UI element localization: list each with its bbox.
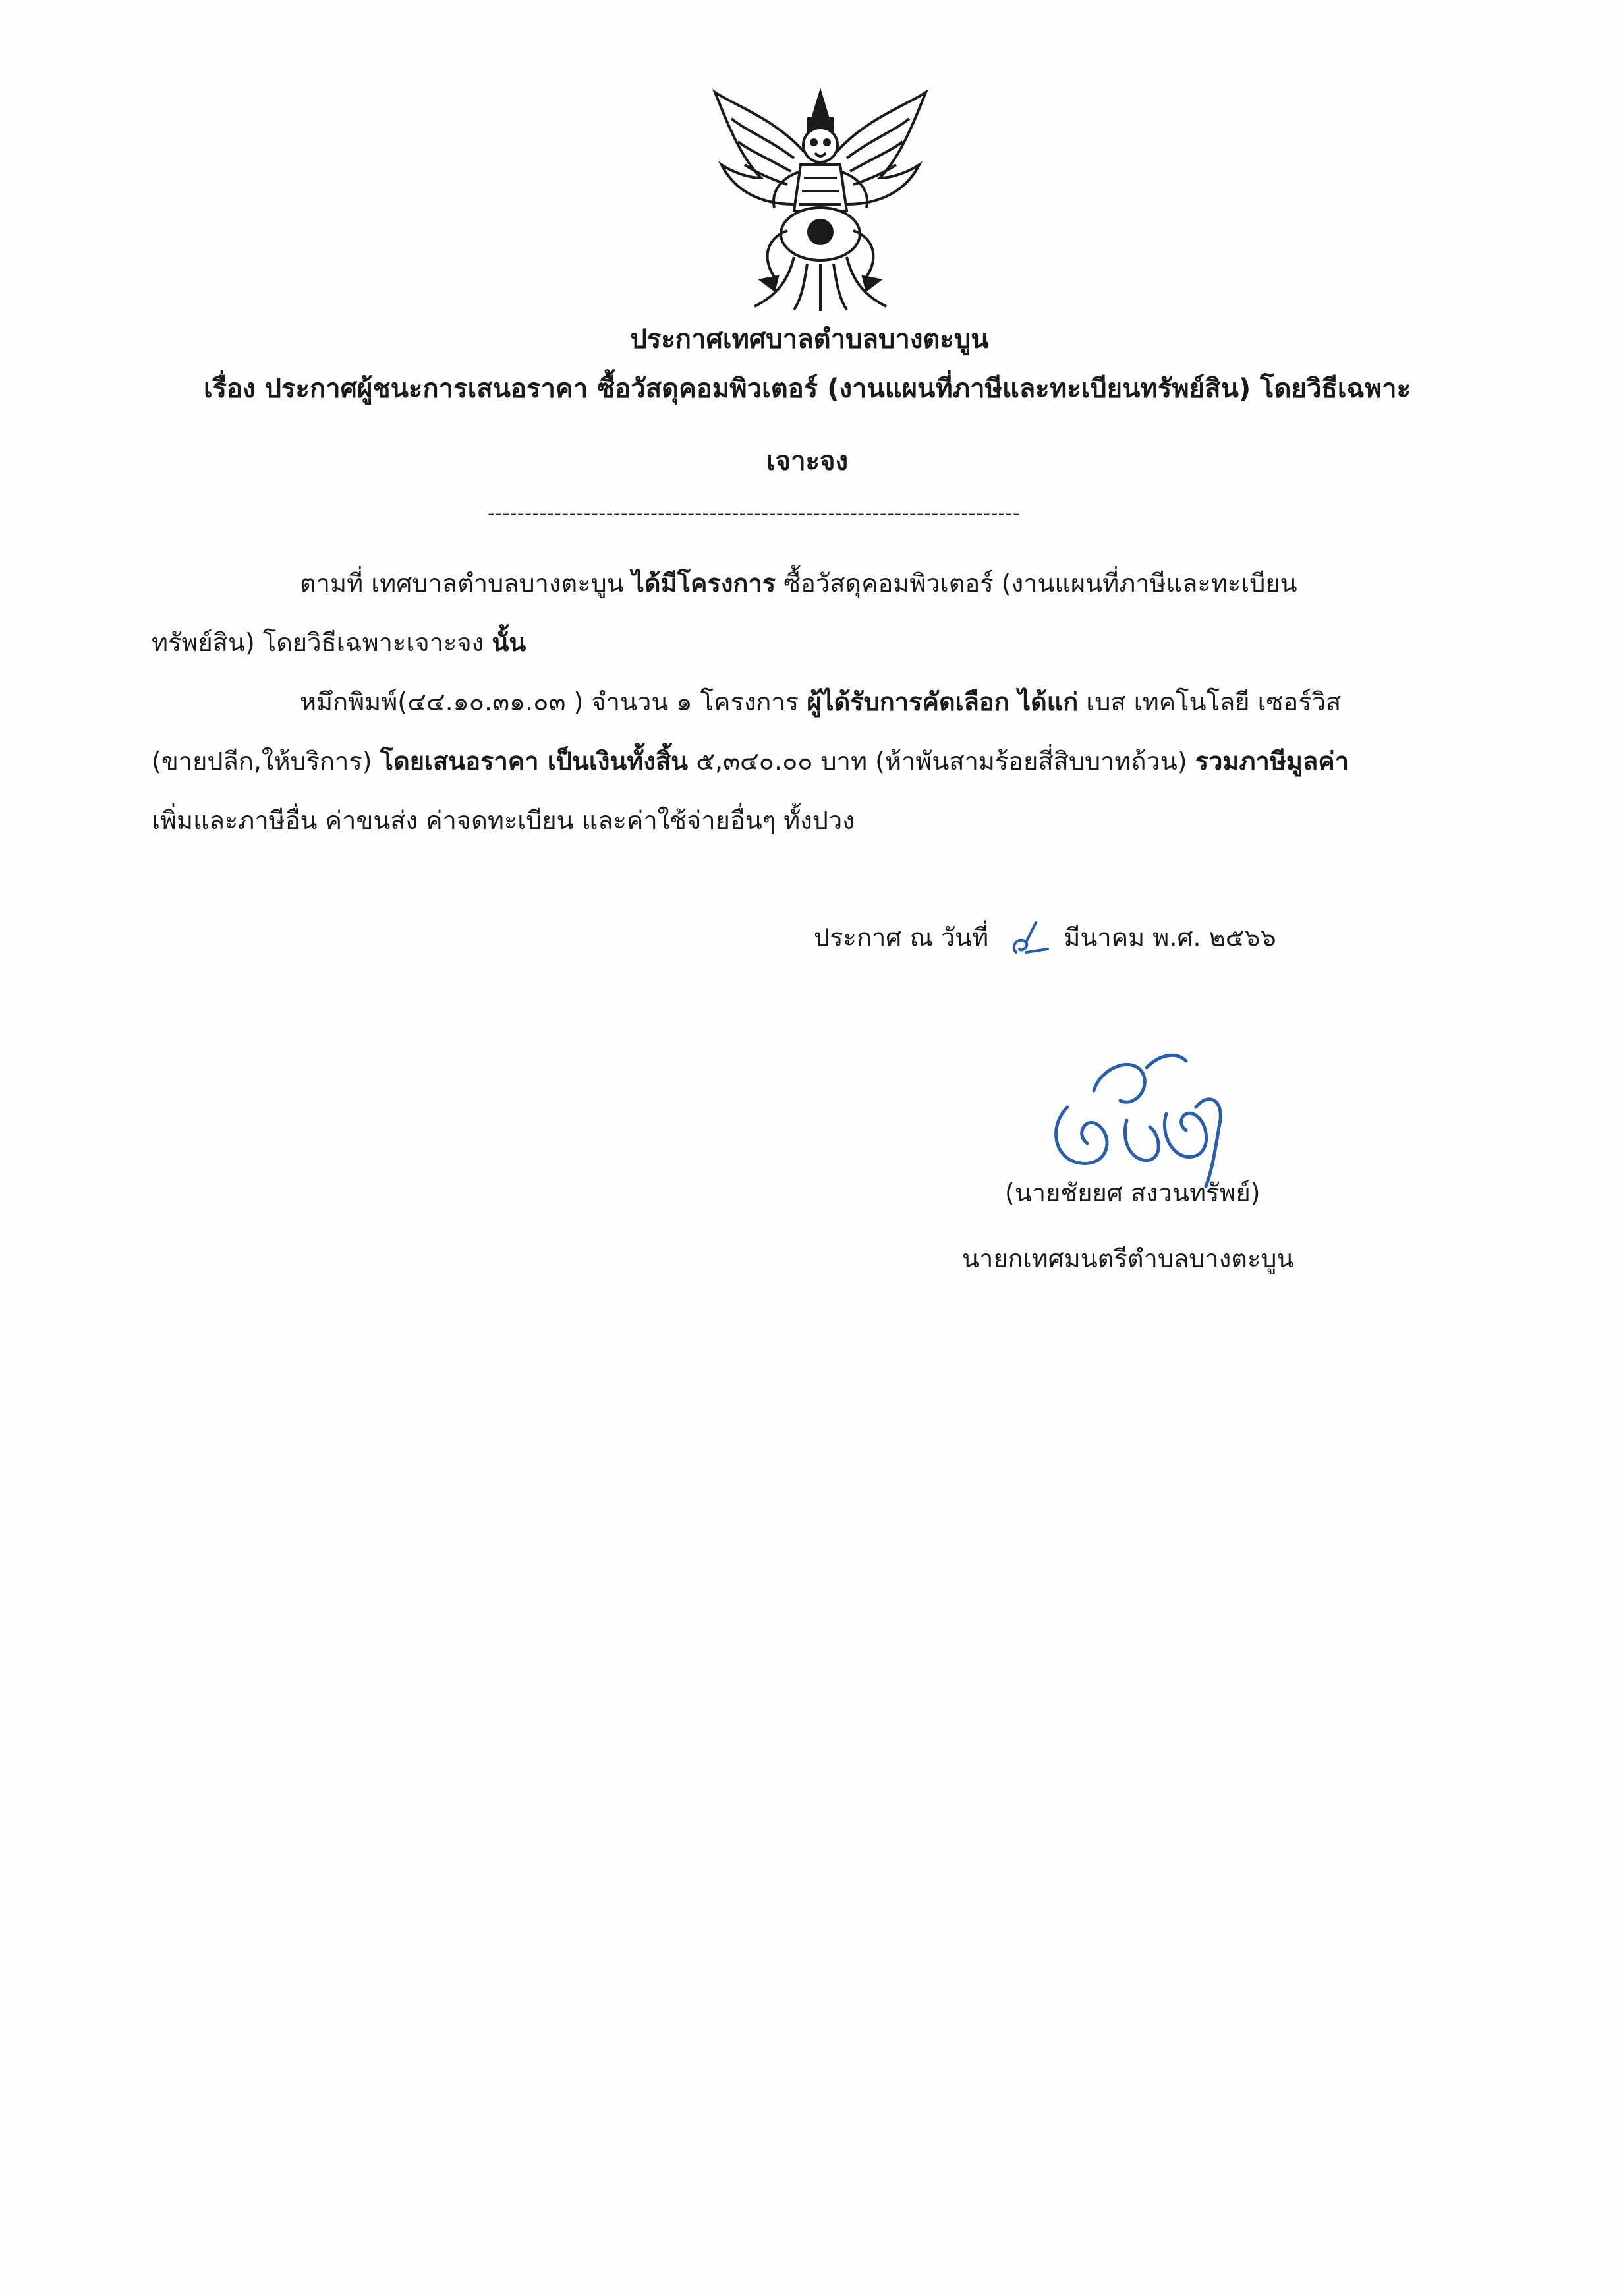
signer-name: (นายชัยยศ สงวนทรัพย์) xyxy=(1005,1178,1261,1207)
para2-text-g: รวมภาษีมูลค่า xyxy=(1195,747,1349,776)
para2-text-h: เพิ่มและภาษีอื่น ค่าขนส่ง ค่าจดทะเบียน และค่าใช้จ่ายอื่นๆ ทั้งปวง xyxy=(152,806,855,835)
signer-position: นายกเทศมนตรีตำบลบางตะบูน xyxy=(962,1244,1294,1273)
announce-prefix: ประกาศ ณ วันที่ xyxy=(814,923,989,952)
subject-line-1: เรื่อง ประกาศผู้ชนะการเสนอราคา ซื้อวัสดุคอมพิวเตอร์ (งานแผนที่ภาษีและทะเบียนทรัพย์สิน) โดยวิธีเฉพาะ xyxy=(203,374,1411,404)
para2-text-d: (ขายปลีก,ให้บริการ) xyxy=(152,747,380,776)
paragraph-1 xyxy=(152,554,1463,672)
document-subject xyxy=(152,369,1463,481)
paragraph-2 xyxy=(152,672,1463,850)
document-heading: ประกาศเทศบาลตำบลบางตะบูน xyxy=(630,324,989,355)
para2-text-e: โดยเสนอราคา เป็นเงินทั้งสิ้น xyxy=(380,747,689,776)
announce-suffix: มีนาคม พ.ศ. ๒๕๖๖ xyxy=(1064,923,1276,952)
para2-text-c: เบส เทคโนโลยี เซอร์วิส xyxy=(1078,687,1342,716)
para1-text-a: ตามที่ เทศบาลตำบลบางตะบูน xyxy=(300,569,632,598)
para1-text-d: ทรัพย์สิน) โดยวิธีเฉพาะเจาะจง xyxy=(152,628,492,657)
garuda-emblem-icon xyxy=(695,79,946,316)
para2-text-f: ๕,๓๔๐.๐๐ บาท (ห้าพันสามร้อยสี่สิบบาทถ้วน) xyxy=(688,747,1195,776)
para1-text-e: นั้น xyxy=(492,628,526,657)
para2-text-b: ผู้ได้รับการคัดเลือก ได้แก่ xyxy=(807,687,1079,716)
para2-text-a: หมึกพิมพ์(๔๔.๑๐.๓๑.๐๓ ) จำนวน ๑ โครงการ xyxy=(300,687,807,716)
subject-line-2: เจาะจง xyxy=(766,446,849,476)
handwritten-day xyxy=(996,916,1056,962)
announcement-date xyxy=(814,916,1276,962)
divider-line: ------------------------------------------------------------------------ xyxy=(488,502,1021,525)
para1-text-c: ซื้อวัสดุคอมพิวเตอร์ (งานแผนที่ภาษีและทะเบียน xyxy=(776,569,1297,598)
para1-text-b: ได้มีโครงการ xyxy=(631,569,776,598)
